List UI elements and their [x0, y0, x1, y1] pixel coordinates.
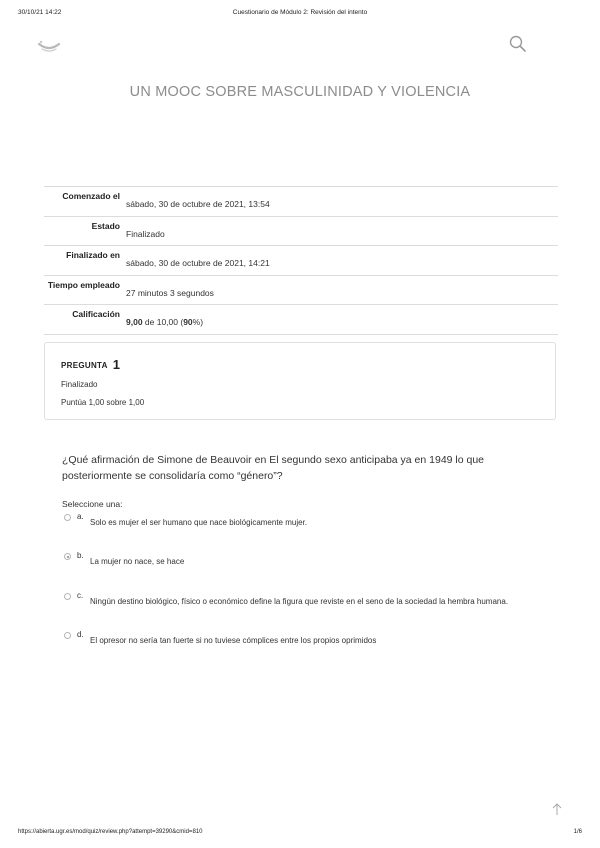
grade-score: 9,00 [126, 317, 143, 327]
arrow-up-icon [551, 802, 563, 816]
summary-row-state [44, 216, 558, 246]
print-document-title: Cuestionario de Módulo 2: Revisión del intento [232, 9, 368, 16]
question-header [61, 357, 120, 372]
option-text: La mujer no nace, se hace [90, 557, 185, 566]
question-grade: Puntúa 1,00 sobre 1,00 [61, 398, 145, 407]
logo-icon[interactable] [36, 36, 62, 56]
search-button[interactable] [508, 34, 528, 54]
grade-close-text: %) [192, 317, 204, 327]
option-text: Ningún destino biológico, físico o económico define la figura que reviste en el seno de la sociedad la hembra humana. [90, 597, 509, 606]
answer-option-c[interactable] [64, 593, 564, 615]
option-letter: d. [77, 630, 84, 639]
question-info-box [44, 342, 556, 420]
print-url: https://abierta.ugr.es/mod/quiz/review.php?attempt=39290&cmid=810 [18, 829, 203, 835]
radio-button[interactable] [64, 553, 71, 560]
option-letter: c. [77, 591, 84, 600]
radio-button[interactable] [64, 593, 71, 600]
answer-option-b[interactable] [64, 553, 564, 575]
summary-row-finished [44, 246, 558, 276]
summary-label: Tiempo empleado [47, 279, 120, 290]
summary-row-grade [44, 305, 558, 335]
summary-value: 27 minutos 3 segundos [126, 287, 214, 298]
question-label: PREGUNTA [61, 361, 108, 370]
summary-label: Estado [91, 220, 120, 231]
answer-prompt: Seleccione una: [62, 499, 123, 509]
answer-option-a[interactable] [64, 514, 564, 536]
question-number: 1 [112, 357, 121, 372]
summary-value: Finalizado [126, 228, 165, 239]
print-header [18, 9, 582, 21]
option-text: Solo es mujer el ser humano que nace biológicamente mujer. [90, 518, 308, 527]
back-to-top-button[interactable] [551, 802, 563, 816]
summary-value: sábado, 30 de octubre de 2021, 13:54 [126, 199, 270, 209]
search-icon [508, 34, 528, 54]
grade-of-text: de 10,00 ( [142, 317, 184, 327]
option-letter: b. [77, 551, 84, 560]
print-date: 30/10/21 14:22 [18, 9, 62, 16]
print-footer [18, 829, 582, 839]
print-page-count: 1/6 [573, 829, 582, 835]
summary-value: sábado, 30 de octubre de 2021, 14:21 [126, 258, 270, 268]
course-title: UN MOOC SOBRE MASCULINIDAD Y VIOLENCIA [129, 84, 471, 100]
summary-row-time-taken [44, 275, 558, 305]
grade-value [126, 305, 558, 335]
answer-option-d[interactable] [64, 632, 564, 654]
option-text: El opresor no sería tan fuerte si no tuviese cómplices entre los propios oprimidos [90, 636, 377, 645]
option-letter: a. [77, 512, 84, 521]
radio-button[interactable] [64, 514, 71, 521]
question-text: ¿Qué afirmación de Simone de Beauvoir en El segundo sexo anticipaba ya en 1949 lo que posteriormente se consolidaría como “género”? [62, 454, 485, 482]
attempt-summary-table [44, 186, 558, 335]
summary-label: Comenzado el [62, 191, 120, 201]
grade-percent: 90 [183, 317, 193, 327]
radio-button[interactable] [64, 632, 71, 639]
summary-row-started [44, 187, 558, 217]
summary-label: Calificación [72, 309, 120, 319]
question-state: Finalizado [61, 380, 98, 389]
summary-label: Finalizado en [66, 250, 120, 260]
